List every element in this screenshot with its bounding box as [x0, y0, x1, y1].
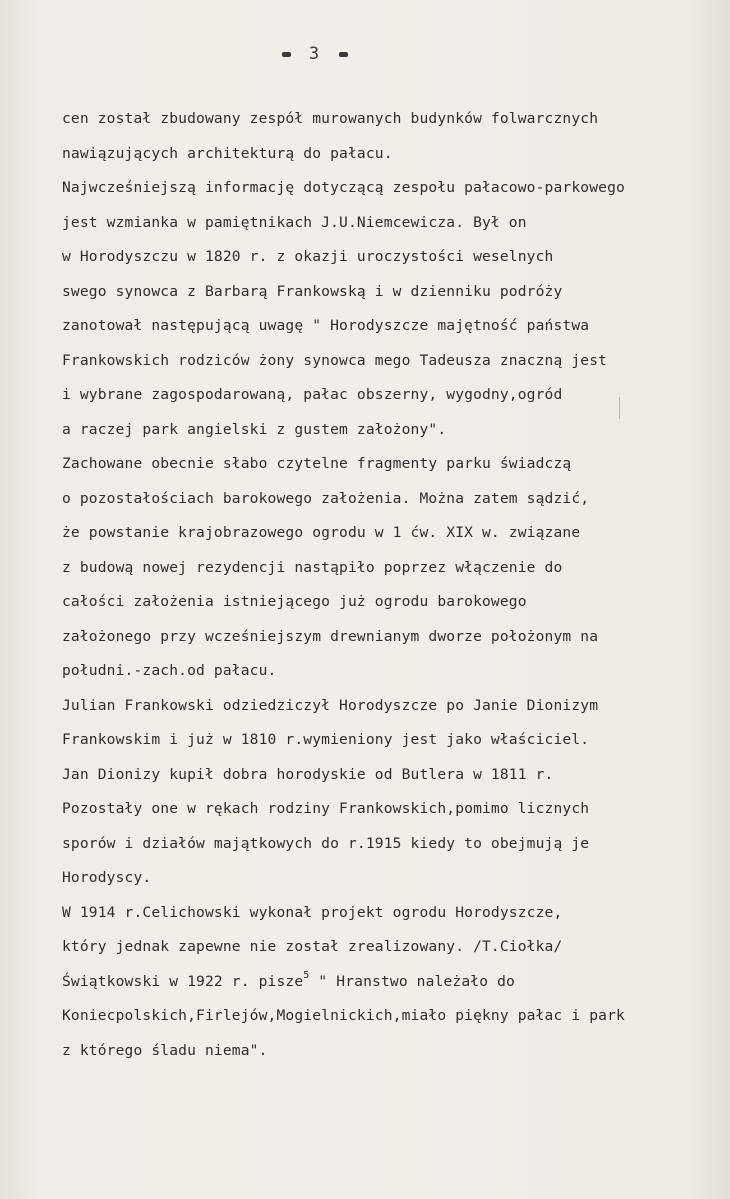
text-line: swego synowca z Barbarą Frankowską i w dzienniku podróży — [62, 282, 563, 300]
text-segment: " Hranstwo należało do — [309, 972, 515, 990]
text-line: Frankowskim i już w 1810 r.wymieniony jest jako właściciel. — [62, 731, 590, 748]
text-line: który jednak zapewne nie został zrealizowany. /T.Ciołka/ — [62, 938, 563, 955]
text-line: nawiązujących architekturą do pałacu. — [62, 144, 393, 162]
text-line: całości założenia istniejącego już ogrodu barokowego — [62, 593, 527, 610]
text-line: założonego przy wcześniejszym drewnianym dworze położonym na — [62, 627, 599, 645]
text-line: południ.-zach.od pałacu. — [62, 662, 277, 679]
text-line: a raczej park angielski z gustem założony". — [62, 420, 447, 438]
text-line: jest wzmianka w pamiętnikach J.U.Niemcewicza. Był on — [62, 213, 527, 231]
page-number-header — [250, 44, 380, 64]
text-line: Najwcześniejszą informację dotyczącą zespołu pałacowo-parkowego — [62, 179, 625, 196]
text-line-with-footnote — [62, 965, 722, 1000]
text-line: i wybrane zagospodarowaną, pałac obszerny, wygodny,ogród — [62, 386, 563, 403]
typewritten-body-text — [62, 102, 722, 1068]
page-number-right-dash — [339, 52, 348, 57]
text-line: Jan Dionizy kupił dobra horodyskie od Butlera w 1811 r. — [62, 765, 554, 783]
text-line: że powstanie krajobrazowego ogrodu w 1 ćw. XIX w. związane — [62, 524, 581, 541]
text-line: Julian Frankowski odziedziczył Horodyszcze po Janie Dionizym — [62, 696, 599, 714]
page-number-left-dash — [282, 52, 291, 57]
text-line: Frankowskich rodziców żony synowca mego Tadeusza znaczną jest — [62, 351, 608, 369]
text-line: sporów i działów majątkowych do r.1915 kiedy to obejmują je — [62, 834, 590, 852]
text-line: zanotował następującą uwagę " Horodyszcze majętność państwa — [62, 317, 590, 334]
text-line: Horodyscy. — [62, 869, 152, 886]
footnote-reference: 5 — [303, 969, 310, 981]
text-segment: Świątkowski w 1922 r. pisze — [62, 972, 304, 990]
text-line: Koniecpolskich,Firlejów,Mogielnickich,miało piękny pałac i park — [62, 1007, 625, 1024]
text-line: cen został zbudowany zespół murowanych budynków folwarcznych — [62, 110, 599, 127]
text-line: W 1914 r.Celichowski wykonał projekt ogrodu Horodyszcze, — [62, 903, 563, 921]
text-line: z którego śladu niema". — [62, 1041, 268, 1059]
text-line: o pozostałościach barokowego założenia. Można zatem sądzić, — [62, 489, 590, 507]
page-number: 3 — [308, 44, 322, 64]
text-line: z budową nowej rezydencji nastąpiło poprzez włączenie do — [62, 558, 563, 576]
text-line: Pozostały one w rękach rodziny Frankowskich,pomimo licznych — [62, 800, 590, 817]
text-line: w Horodyszczu w 1820 r. z okazji uroczystości weselnych — [62, 248, 554, 265]
text-line: Zachowane obecnie słabo czytelne fragmenty parku świadczą — [62, 455, 572, 472]
